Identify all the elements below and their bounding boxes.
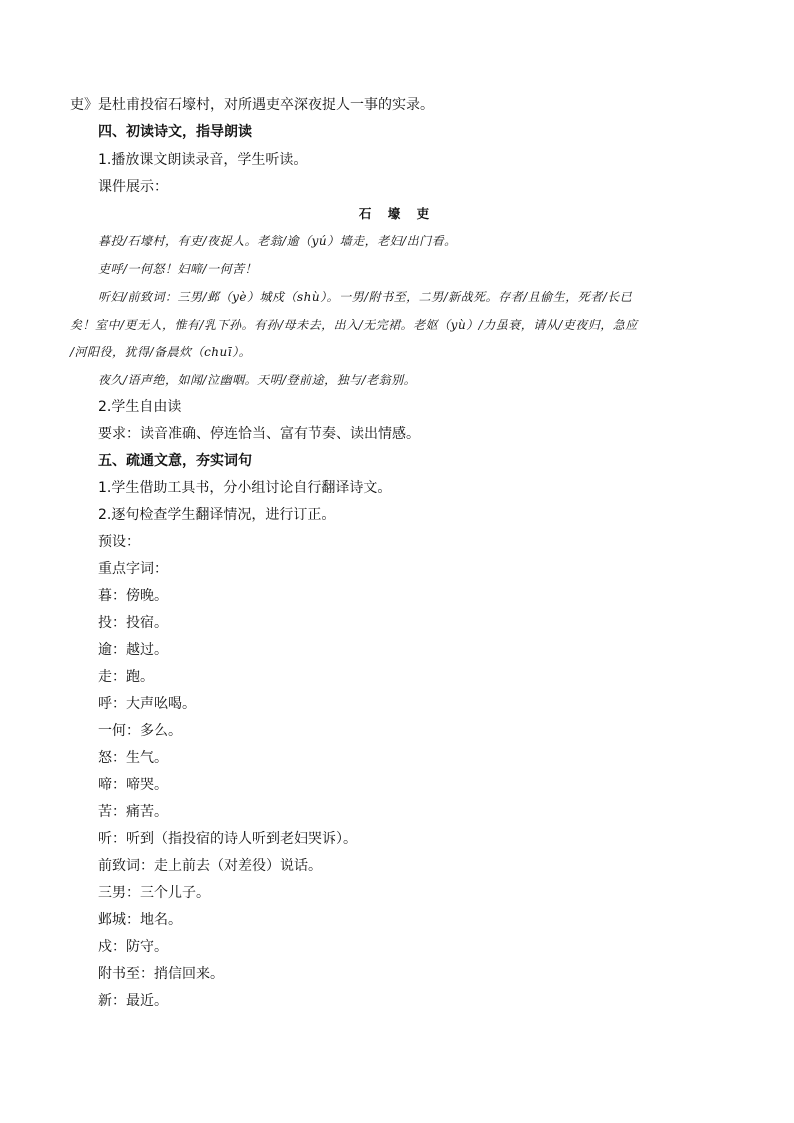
preset-label: 预设： bbox=[98, 534, 140, 550]
intro-line: 吏》是杜甫投宿石壕村，对所遇吏卒深夜捉人一事的实录。 bbox=[70, 97, 434, 113]
glossary-item: 新：最近。 bbox=[98, 993, 168, 1009]
glossary-item: 三男：三个儿子。 bbox=[98, 885, 210, 901]
glossary-item: 走：跑。 bbox=[98, 669, 154, 685]
glossary-item: 邺城：地名。 bbox=[98, 912, 182, 928]
glossary-item: 逾：越过。 bbox=[98, 642, 168, 658]
glossary-item: 呼：大声吆喝。 bbox=[98, 696, 196, 712]
step-play-recording: 1.播放课文朗读录音，学生听读。 bbox=[98, 152, 308, 168]
glossary-item: 苦：痛苦。 bbox=[98, 804, 168, 820]
poem-line: 听妇/前致词：三男/邺（yè）城戍（shù）。一男/附书至，二男/新战死。存者/且偷生，死者/长已 bbox=[98, 290, 633, 304]
glossary-item: 附书至：捎信回来。 bbox=[98, 966, 224, 982]
poem-title: 石 壕 吏 bbox=[358, 206, 436, 221]
poem-line: 暮投/石壕村，有吏/夜捉人。老翁/逾（yú）墙走，老妇/出门看。 bbox=[98, 234, 457, 248]
step-group-translate: 1.学生借助工具书，分小组讨论自行翻译诗文。 bbox=[98, 480, 392, 496]
step-free-reading: 2.学生自由读 bbox=[98, 399, 182, 415]
courseware-label: 课件展示： bbox=[98, 179, 168, 195]
glossary-item: 怒：生气。 bbox=[98, 750, 168, 766]
glossary-item: 前致词：走上前去（对差役）说话。 bbox=[98, 858, 322, 874]
glossary-item: 投：投宿。 bbox=[98, 615, 168, 631]
glossary-item: 暮：傍晚。 bbox=[98, 588, 168, 604]
step-check-translation: 2.逐句检查学生翻译情况，进行订正。 bbox=[98, 507, 336, 523]
glossary-item: 啼：啼哭。 bbox=[98, 777, 168, 793]
poem-line: /河阳役，犹得/备晨炊（chuī）。 bbox=[70, 345, 252, 359]
section-heading-4: 四、初读诗文，指导朗读 bbox=[98, 124, 252, 140]
poem-line: 矣！室中/更无人，惟有/乳下孙。有孙/母未去，出入/无完裙。老妪（yù）/力虽衰，请从/吏夜归，急应 bbox=[70, 318, 638, 332]
glossary-item: 一何：多么。 bbox=[98, 723, 182, 739]
reading-requirement: 要求：读音准确、停连恰当、富有节奏、读出情感。 bbox=[98, 426, 420, 442]
glossary-item: 戍：防守。 bbox=[98, 939, 168, 955]
glossary-item: 听：听到（指投宿的诗人听到老妇哭诉）。 bbox=[98, 831, 357, 847]
poem-line: 夜久/语声绝，如闻/泣幽咽。天明/登前途，独与/老翁别。 bbox=[98, 373, 417, 387]
poem-line: 吏呼/一何怒！妇啼/一何苦！ bbox=[98, 262, 258, 276]
key-words-label: 重点字词： bbox=[98, 561, 168, 577]
section-heading-5: 五、疏通文意，夯实词句 bbox=[98, 453, 252, 469]
